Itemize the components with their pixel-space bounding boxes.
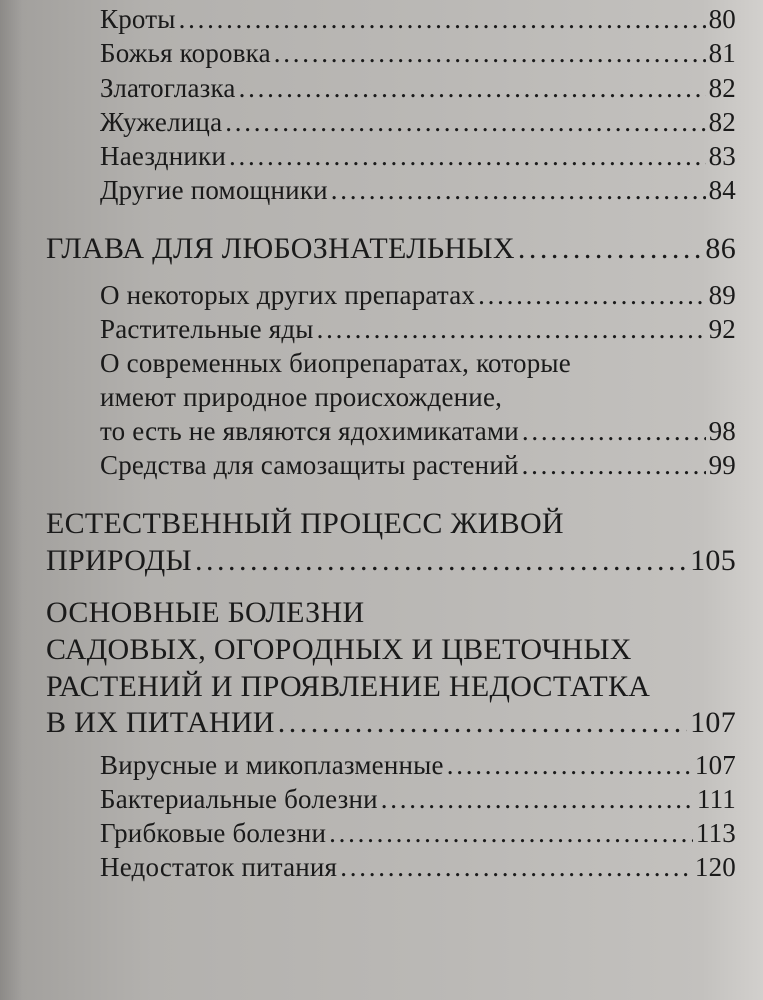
toc-entry-page: 92	[708, 314, 736, 344]
leader-dots	[518, 232, 703, 266]
toc-entry-page: 107	[694, 750, 736, 780]
toc-entry-title: Божья коровка	[100, 38, 271, 68]
toc-entry[interactable]	[100, 750, 736, 781]
toc-entry-title: то есть не являются ядохимикатами	[100, 416, 519, 446]
toc-entry-page: 82	[708, 73, 736, 103]
leader-dots	[195, 544, 687, 578]
toc-entry[interactable]	[100, 450, 736, 481]
toc-entry-line[interactable]	[100, 348, 736, 379]
toc-entry-title: Средства для самозащиты растений	[100, 450, 519, 480]
toc-chapter-page: 105	[690, 544, 736, 577]
toc-chapter-title: ГЛАВА ДЛЯ ЛЮБОЗНАТЕЛЬНЫХ	[46, 232, 515, 265]
toc-entry-page: 111	[696, 784, 736, 814]
toc-entry-title: Златоглазка	[100, 73, 236, 103]
toc-chapter[interactable]	[46, 706, 736, 740]
toc-entry-title: Другие помощники	[100, 175, 328, 205]
toc-entry[interactable]	[100, 107, 736, 138]
leader-dots	[179, 4, 706, 35]
leader-dots	[329, 818, 693, 849]
toc-chapter-line[interactable]	[46, 507, 736, 541]
toc-chapter-title: РАСТЕНИЙ И ПРОЯВЛЕНИЕ НЕДОСТАТКА	[46, 670, 651, 703]
toc-entry-title: Растительные яды	[100, 314, 314, 344]
toc-chapter-line[interactable]	[46, 633, 736, 667]
toc-entry-title: О некоторых других препаратах	[100, 280, 476, 310]
toc-entry[interactable]	[100, 784, 736, 815]
toc-entry-title: Недостаток питания	[100, 852, 338, 882]
toc-entry[interactable]	[100, 416, 736, 447]
leader-dots	[229, 141, 706, 172]
toc-entry[interactable]	[100, 141, 736, 172]
toc-entry[interactable]	[100, 4, 736, 35]
toc-entry-line[interactable]	[100, 382, 736, 413]
toc-entry-page: 82	[708, 107, 736, 137]
leader-dots	[331, 175, 706, 206]
toc-entry-page: 99	[708, 450, 736, 480]
toc-chapter-line[interactable]	[46, 596, 736, 630]
toc-entry-page: 84	[708, 175, 736, 205]
toc-entry-page: 81	[708, 38, 736, 68]
toc-entry[interactable]	[100, 38, 736, 69]
toc-entry-title: Кроты	[100, 4, 176, 34]
toc-entry[interactable]	[100, 280, 736, 311]
toc-entry[interactable]	[100, 818, 736, 849]
toc-entry-page: 98	[708, 416, 736, 446]
leader-dots	[317, 314, 706, 345]
toc-entry-title: Наездники	[100, 141, 226, 171]
toc-chapter-page: 86	[705, 232, 736, 265]
toc-entry-title: Бактериальные болезни	[100, 784, 378, 814]
toc-chapter-title: ПРИРОДЫ	[46, 544, 192, 577]
toc-chapter-title: ОСНОВНЫЕ БОЛЕЗНИ	[46, 596, 365, 629]
leader-dots	[478, 280, 705, 311]
toc-entry-page: 113	[695, 818, 736, 848]
leader-dots	[225, 107, 705, 138]
toc-entry[interactable]	[100, 852, 736, 883]
leader-dots	[447, 750, 692, 781]
toc-entry-page: 120	[694, 852, 736, 882]
leader-dots	[381, 784, 694, 815]
toc-entry-title: Грибковые болезни	[100, 818, 327, 848]
leader-dots	[340, 852, 692, 883]
toc-chapter-line[interactable]	[46, 670, 736, 704]
toc-entry-title: О современных биопрепаратах, которые	[100, 348, 571, 378]
toc-entry-title: Жужелица	[100, 107, 223, 137]
toc-chapter-title: САДОВЫХ, ОГОРОДНЫХ И ЦВЕТОЧНЫХ	[46, 633, 632, 666]
leader-dots	[278, 706, 687, 740]
toc-chapter-page: 107	[690, 706, 736, 739]
toc-chapter-title: В ИХ ПИТАНИИ	[46, 706, 275, 739]
toc-chapter-title: ЕСТЕСТВЕННЫЙ ПРОЦЕСС ЖИВОЙ	[46, 507, 564, 540]
toc-chapter[interactable]	[46, 544, 736, 578]
toc-entry-page: 80	[708, 4, 736, 34]
toc-entry-page: 89	[708, 280, 736, 310]
toc-chapter[interactable]	[46, 232, 736, 266]
toc-entry[interactable]	[100, 73, 736, 104]
leader-dots	[274, 38, 706, 69]
toc-entry[interactable]	[100, 314, 736, 345]
leader-dots	[239, 73, 706, 104]
leader-dots	[522, 416, 706, 447]
leader-dots	[522, 450, 706, 481]
toc-entry-page: 83	[708, 141, 736, 171]
toc-entry-title: Вирусные и микоплазменные	[100, 750, 444, 780]
toc-entry[interactable]	[100, 175, 736, 206]
toc-entry-title: имеют природное происхождение,	[100, 382, 503, 412]
